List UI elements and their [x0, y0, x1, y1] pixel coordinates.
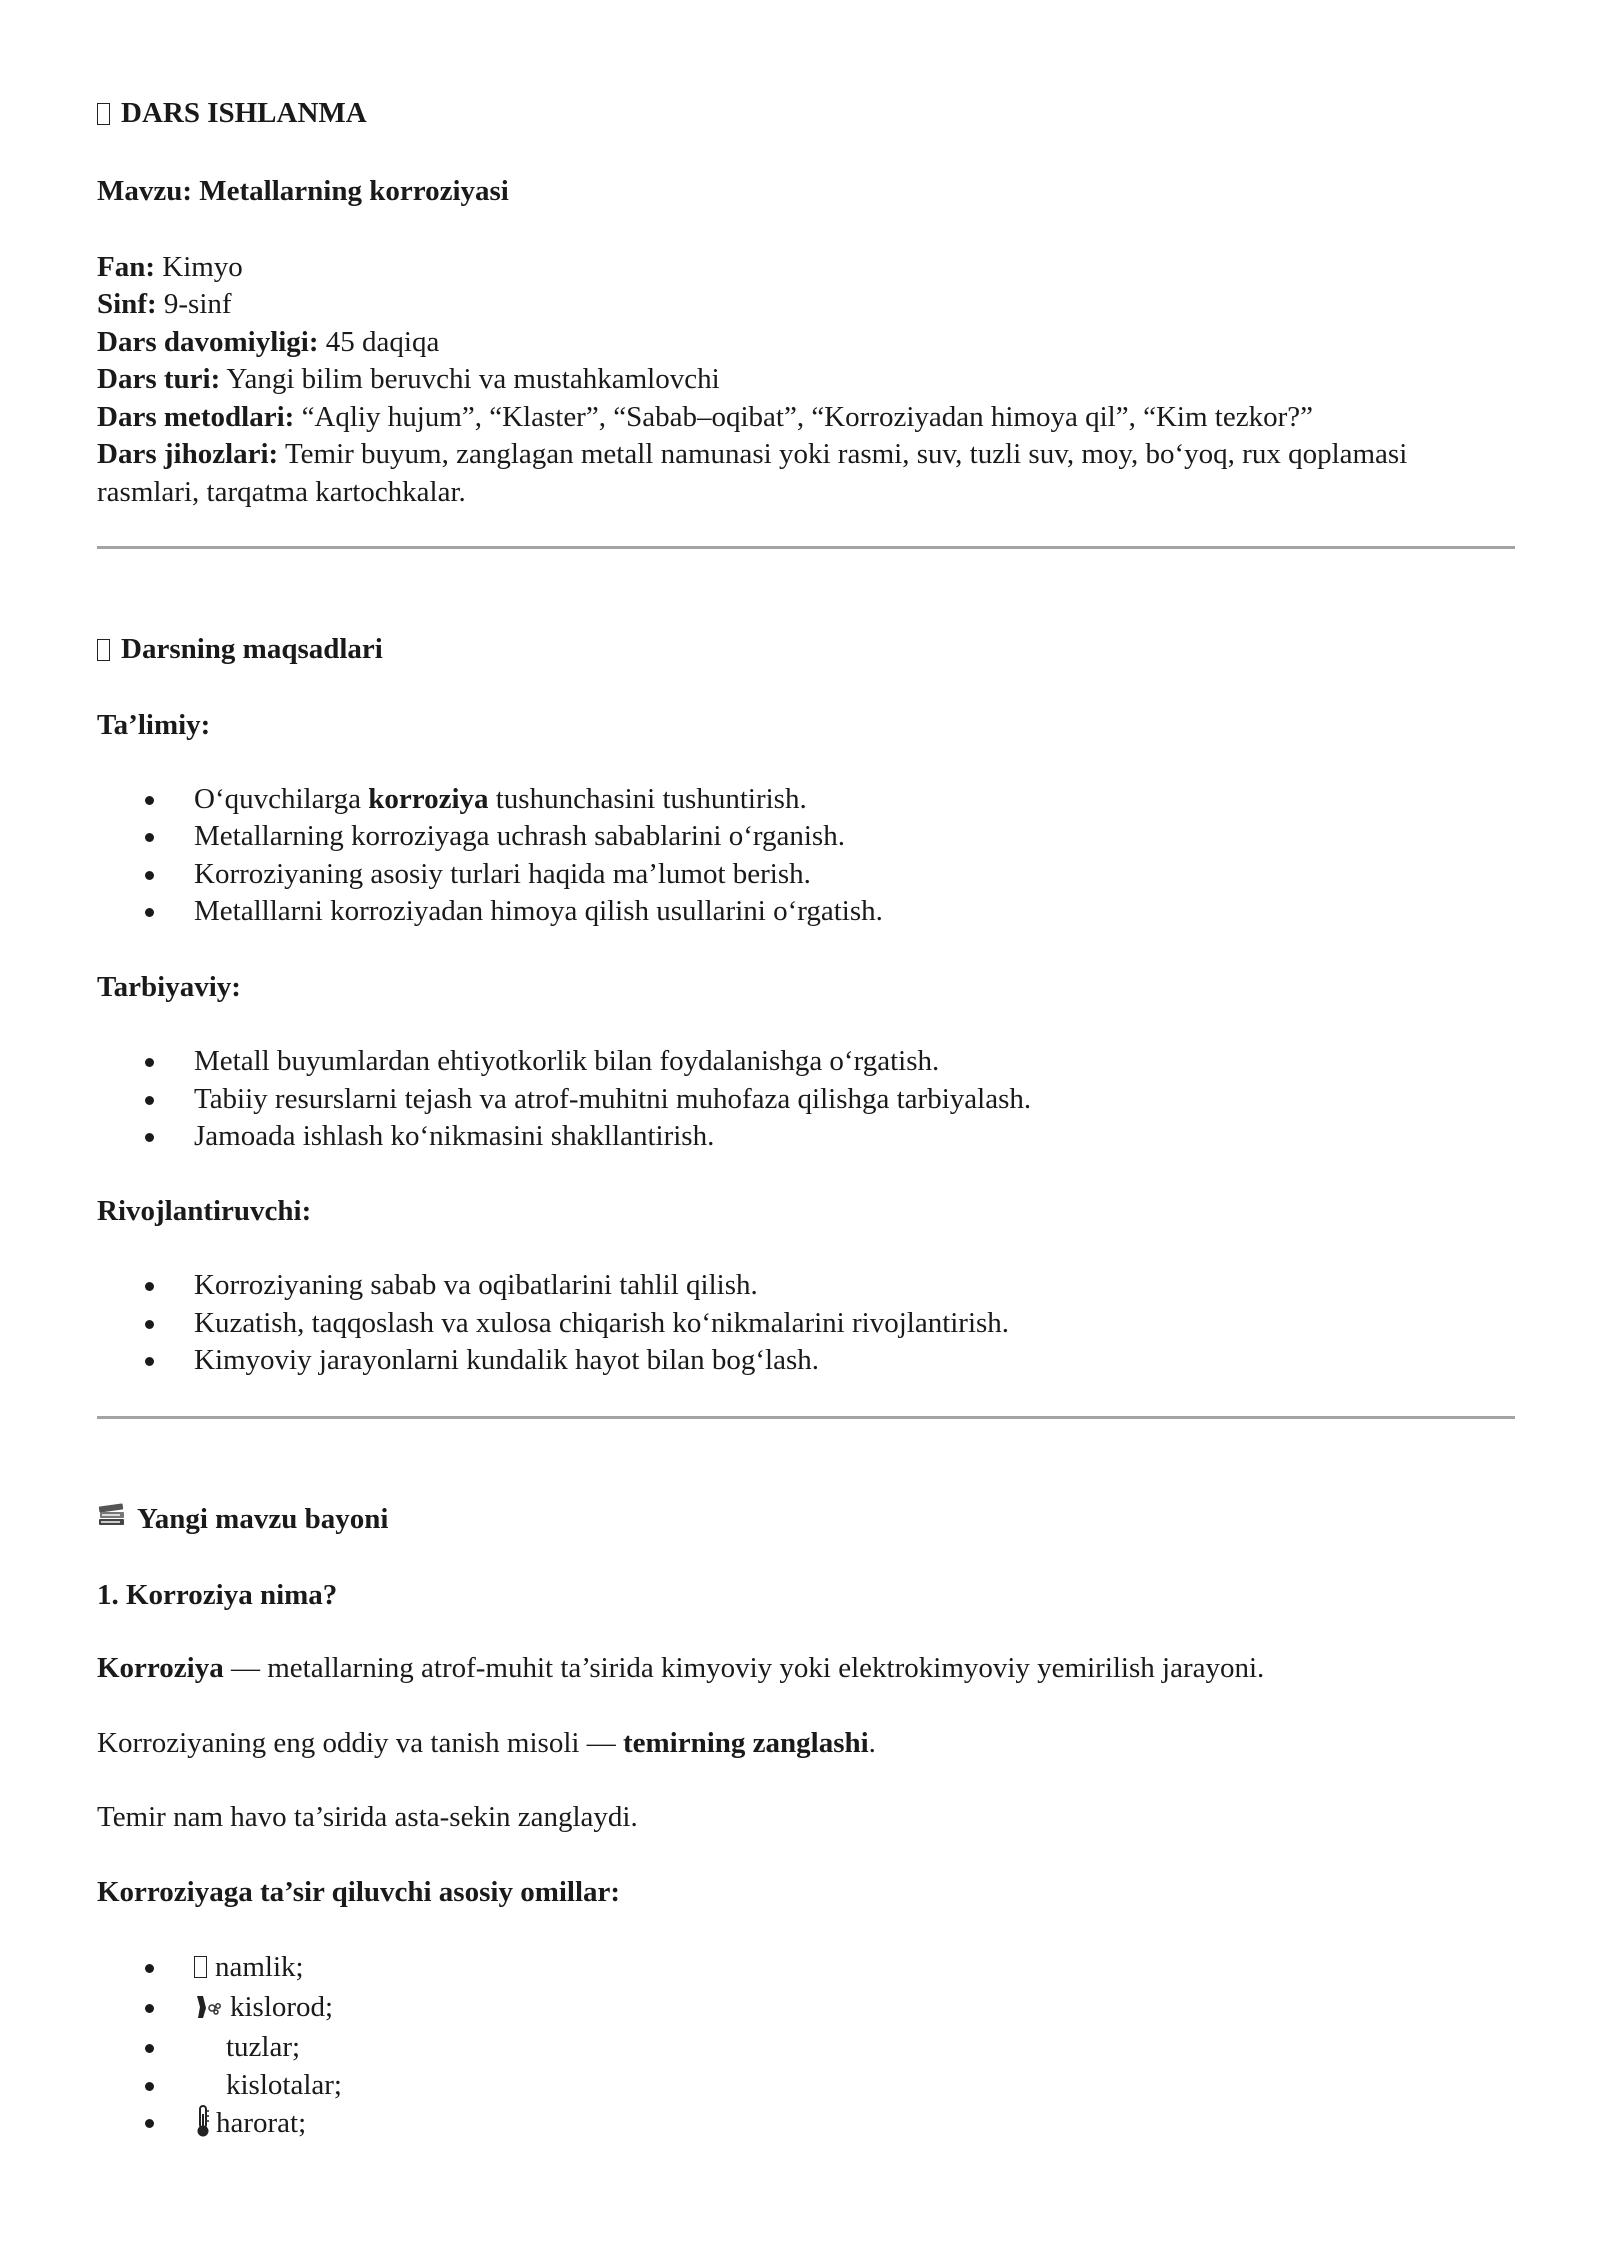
info-equipment: Dars jihozlari: Temir buyum, zanglagan metall namunasi yoki rasmi, suv, tuzli suv, moy, bo‘yoq, rux qoplamasi rasmlari, tarqatma kartochkalar.: [97, 438, 1408, 508]
definition-paragraph: Korroziya — metallarning atrof-muhit ta’sirida kimyoviy yoki elektrokimyoviy yemirilish jarayoni.: [97, 1652, 1265, 1684]
factors-title: Korroziyaga ta’sir qiluvchi asosiy omillar:: [97, 1875, 621, 1908]
info-subject: Fan: Kimyo: [97, 250, 243, 283]
list-item: namlik;: [97, 1949, 1515, 1989]
list-item: kislorod;: [97, 1989, 1515, 2029]
new-topic-title: Yangi mavzu bayoni: [137, 1502, 389, 1535]
target-icon: [97, 639, 110, 661]
list-item: Korroziyaning asosiy turlari haqida ma’lumot berish.: [97, 856, 1515, 894]
list-item: Metalllarni korroziyadan himoya qilish usullarini o‘rgatish.: [97, 893, 1515, 931]
list-item: Kuzatish, taqqoslash va xulosa chiqarish ko‘nikmalarini rivojlantirish.: [97, 1305, 1515, 1343]
subsection-title: 1. Korroziya nima?: [97, 1578, 338, 1611]
rust-paragraph: Temir nam havo ta’sirida asta-sekin zanglaydi.: [97, 1801, 638, 1833]
list-item: harorat;: [97, 2104, 1515, 2148]
new-topic-heading: [97, 1501, 1515, 1539]
title-text: DARS ISHLANMA: [121, 97, 367, 130]
droplet-icon: [194, 1956, 207, 1978]
list-item: kislotalar;: [97, 2067, 1515, 2105]
tarbiyaviy-list: [97, 1043, 1515, 1156]
info-type: Dars turi: Yangi bilim beruvchi va mustahkamlovchi: [97, 363, 720, 395]
goals-heading: [97, 631, 1515, 669]
lesson-info: [97, 249, 1515, 512]
tarbiyaviy-label: Tarbiyaviy:: [97, 970, 241, 1003]
list-item: Tabiiy resurslarni tejash va atrof-muhitni muhofaza qilishga tarbiyalash.: [97, 1081, 1515, 1119]
document-page: [97, 95, 1515, 2148]
topic-label: Mavzu:: [97, 175, 193, 207]
rivojlantiruvchi-label: Rivojlantiruvchi:: [97, 1194, 312, 1227]
factors-list: [97, 1949, 1515, 2148]
list-item: tuzlar;: [97, 2029, 1515, 2067]
info-grade: Sinf: 9-sinf: [97, 288, 232, 320]
thermometer-icon: [194, 2104, 212, 2149]
goals-title: Darsning maqsadlari: [121, 633, 383, 666]
topic-line: [97, 173, 1515, 211]
talimiy-label: Ta’limiy:: [97, 709, 211, 741]
list-item: Jamoada ishlash ko‘nikmasini shakllantirish.: [97, 1118, 1515, 1156]
document-title: [97, 95, 1515, 133]
document-icon: [97, 103, 110, 125]
topic-value: Metallarning korroziyasi: [199, 175, 509, 207]
example-paragraph: Korroziyaning eng oddiy va tanish misoli — temirning zanglashi.: [97, 1726, 876, 1759]
list-item: Korroziyaning sabab va oqibatlarini tahlil qilish.: [97, 1267, 1515, 1305]
list-item: Metallarning korroziyaga uchrash sabablarini o‘rganish.: [97, 818, 1515, 856]
info-methods: Dars metodlari: “Aqliy hujum”, “Klaster”, “Sabab–oqibat”, “Korroziyadan himoya qil”, “Kim tezkor?”: [97, 400, 1313, 433]
list-item: Kimyoviy jarayonlarni kundalik hayot bilan bog‘lash.: [97, 1342, 1515, 1380]
list-item: O‘quvchilarga korroziya tushunchasini tushuntirish.: [97, 781, 1515, 819]
list-item: Metall buyumlardan ehtiyotkorlik bilan foydalanishga o‘rgatish.: [97, 1043, 1515, 1081]
info-duration: Dars davomiyligi: 45 daqiqa: [97, 325, 440, 358]
books-icon: [97, 1501, 127, 1539]
rivojlantiruvchi-list: [97, 1267, 1515, 1380]
wind-icon: [194, 1993, 224, 2031]
talimiy-list: [97, 781, 1515, 931]
